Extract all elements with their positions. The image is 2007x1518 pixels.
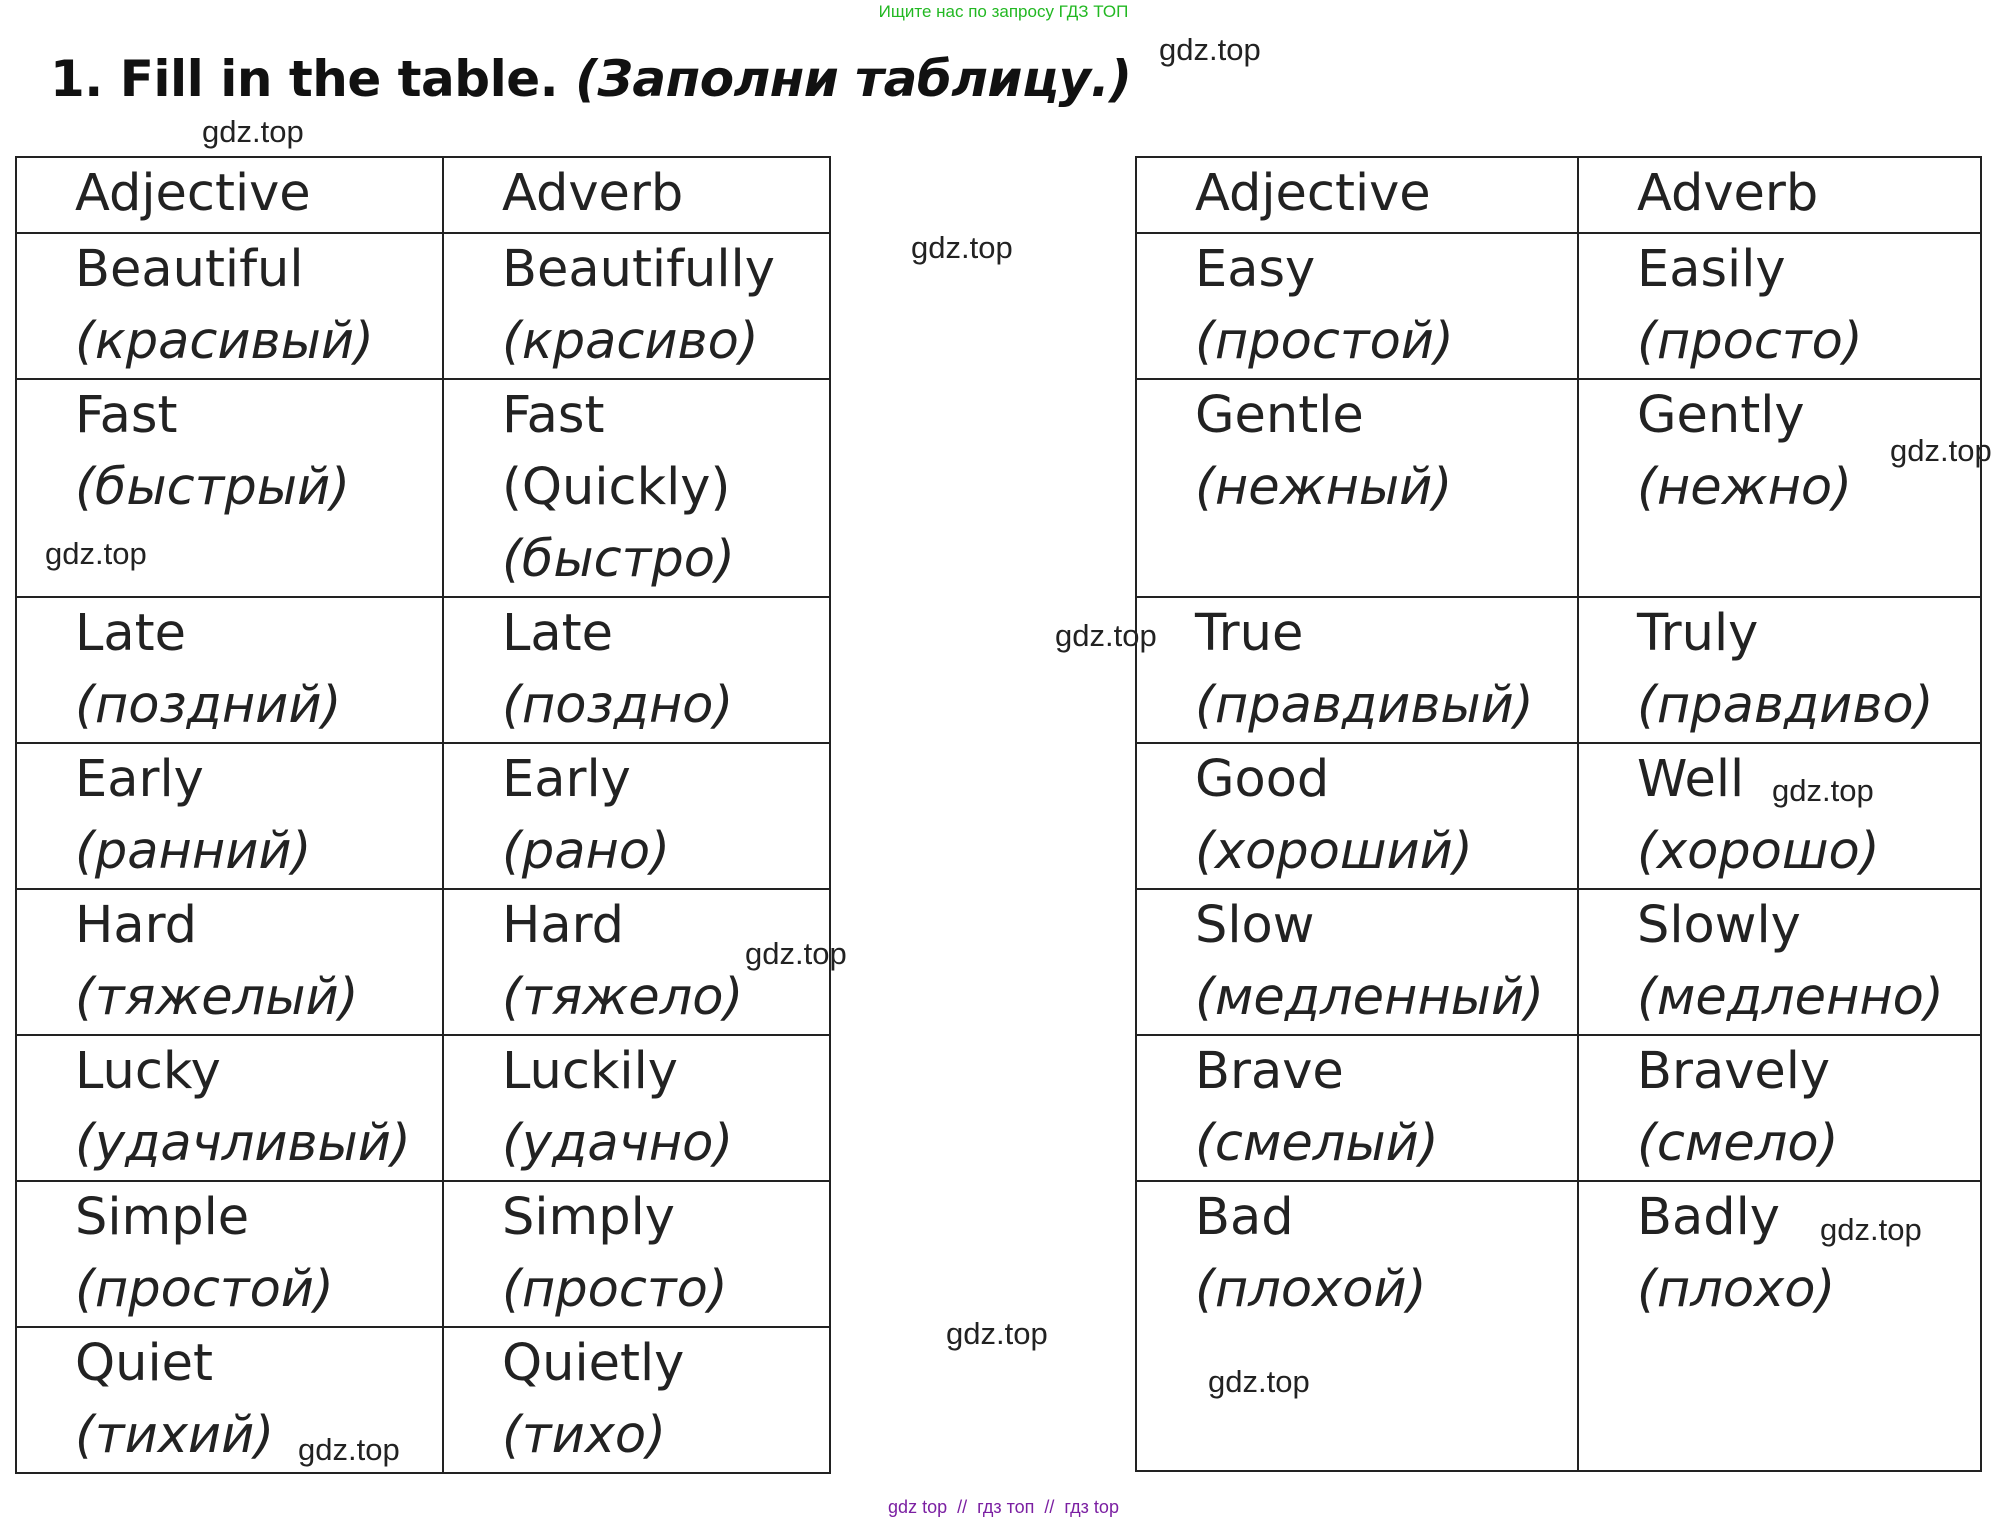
adjective-translation: (плохой): [1195, 1260, 1427, 1319]
exercise-number: 1.: [50, 50, 103, 108]
adjective-translation: (простой): [75, 1260, 334, 1319]
adjective-translation: (поздний): [75, 676, 342, 735]
adverb-translation: (просто): [502, 1260, 728, 1319]
adverb-word: Truly: [1637, 604, 1759, 663]
table-row: [1136, 889, 1981, 1035]
adverb-cell: [1578, 233, 1981, 379]
adverb-alternative: (Quickly): [502, 458, 731, 517]
table-row: [16, 1181, 830, 1327]
adjective-word: Hard: [75, 896, 198, 955]
adjective-cell: [16, 743, 443, 889]
adjective-cell: [1136, 233, 1578, 379]
adverb-cell: [443, 379, 830, 597]
column-header-adverb: Adverb: [1578, 157, 1981, 233]
adverb-cell: [443, 1035, 830, 1181]
adjective-cell: [1136, 743, 1578, 889]
adjective-word: Simple: [75, 1188, 250, 1247]
table-row: [16, 233, 830, 379]
adjective-cell: [1136, 597, 1578, 743]
adverb-translation: (рано): [502, 822, 670, 881]
title-russian: (Заполни таблицу.): [575, 50, 1132, 108]
adjective-cell: [16, 889, 443, 1035]
table-header-row: [16, 157, 830, 233]
top-banner: Ищите нас по запросу ГДЗ ТОП: [878, 2, 1129, 21]
adjective-translation: (ранний): [75, 822, 312, 881]
column-header-adjective: Adjective: [16, 157, 443, 233]
adverb-cell: [443, 1327, 830, 1473]
adverb-translation: (медленно): [1637, 968, 1944, 1027]
adverb-translation: (тихо): [502, 1406, 667, 1465]
table-row: [1136, 233, 1981, 379]
table-row: [1136, 1035, 1981, 1181]
adjective-cell: [16, 1035, 443, 1181]
adverb-translation: (удачно): [502, 1114, 734, 1173]
footer-links: gdz top // гдз топ // гдз top: [888, 1497, 1119, 1517]
adverb-cell: [1578, 1035, 1981, 1181]
adjective-word: Bad: [1195, 1188, 1294, 1247]
adjective-translation: (красивый): [75, 312, 374, 371]
adverb-word: Quietly: [502, 1334, 685, 1393]
watermark: gdz.top: [946, 1316, 1048, 1351]
table-row: [16, 1035, 830, 1181]
table-row: [16, 1327, 830, 1473]
adjective-word: Beautiful: [75, 240, 304, 299]
adverb-word: Badly: [1637, 1188, 1780, 1247]
adjective-translation: (нежный): [1195, 458, 1453, 517]
adverb-translation: (тяжело): [502, 968, 744, 1027]
adjective-cell: [16, 1181, 443, 1327]
watermark: gdz.top: [745, 936, 847, 971]
watermark: gdz.top: [1890, 433, 1992, 468]
adverb-translation: (нежно): [1637, 458, 1853, 517]
adverb-translation: (смело): [1637, 1114, 1839, 1173]
adjective-translation: (тихий): [75, 1406, 275, 1465]
adverb-cell: [443, 1181, 830, 1327]
adjective-translation: (медленный): [1195, 968, 1544, 1027]
adjective-translation: (правдивый): [1195, 676, 1534, 735]
adverb-translation: (поздно): [502, 676, 734, 735]
adjective-translation: (хороший): [1195, 822, 1473, 881]
adjective-cell: [1136, 379, 1578, 597]
adverb-translation: (плохо): [1637, 1260, 1836, 1319]
adverb-word: Luckily: [502, 1042, 678, 1101]
adjective-cell: [1136, 1181, 1578, 1471]
adjective-translation: (удачливый): [75, 1114, 411, 1173]
adjective-cell: [1136, 889, 1578, 1035]
adjective-word: Gentle: [1195, 386, 1364, 445]
adverb-word: Fast: [502, 386, 605, 445]
adverb-translation: (красиво): [502, 312, 759, 371]
adjective-word: Early: [75, 750, 204, 809]
table-row: [16, 743, 830, 889]
right-vocab-table: [1135, 156, 1982, 1472]
watermark: gdz.top: [1055, 618, 1157, 653]
table-row: [16, 889, 830, 1035]
exercise-title: [50, 50, 1131, 108]
adjective-word: Lucky: [75, 1042, 221, 1101]
watermark: gdz.top: [1820, 1212, 1922, 1247]
left-vocab-table: [15, 156, 831, 1474]
table-row: [16, 597, 830, 743]
watermark: gdz.top: [298, 1432, 400, 1467]
adjective-translation: (быстрый): [75, 458, 351, 517]
adjective-word: Fast: [75, 386, 178, 445]
adjective-word: Easy: [1195, 240, 1316, 299]
adverb-translation: (быстро): [502, 530, 735, 589]
adverb-word: Hard: [502, 896, 625, 955]
watermark: gdz.top: [202, 114, 304, 149]
adverb-word: Simply: [502, 1188, 675, 1247]
table-row: [1136, 597, 1981, 743]
adverb-cell: [443, 597, 830, 743]
watermark: gdz.top: [1208, 1364, 1310, 1399]
adverb-cell: [1578, 597, 1981, 743]
adverb-cell: [1578, 379, 1981, 597]
watermark: gdz.top: [1772, 773, 1874, 808]
adverb-translation: (просто): [1637, 312, 1863, 371]
adjective-word: Late: [75, 604, 187, 663]
table-row: [1136, 379, 1981, 597]
adverb-word: Easily: [1637, 240, 1786, 299]
adverb-word: Late: [502, 604, 614, 663]
watermark: gdz.top: [911, 230, 1013, 265]
adverb-word: Slowly: [1637, 896, 1801, 955]
adjective-translation: (простой): [1195, 312, 1454, 371]
title-english: Fill in the table.: [119, 50, 559, 108]
adjective-cell: [16, 597, 443, 743]
adverb-word: Early: [502, 750, 631, 809]
adjective-word: True: [1195, 604, 1304, 663]
adjective-word: Good: [1195, 750, 1330, 809]
adjective-word: Brave: [1195, 1042, 1344, 1101]
adjective-cell: [16, 233, 443, 379]
adjective-translation: (смелый): [1195, 1114, 1439, 1173]
adjective-translation: (тяжелый): [75, 968, 359, 1027]
adverb-cell: [1578, 889, 1981, 1035]
column-header-adjective: Adjective: [1136, 157, 1578, 233]
column-header-adverb: Adverb: [443, 157, 830, 233]
adjective-word: Slow: [1195, 896, 1315, 955]
adverb-cell: [443, 233, 830, 379]
adjective-cell: [1136, 1035, 1578, 1181]
adverb-cell: [443, 743, 830, 889]
adverb-word: Well: [1637, 750, 1745, 809]
adverb-word: Beautifully: [502, 240, 775, 299]
adverb-translation: (правдиво): [1637, 676, 1934, 735]
adverb-cell: [1578, 743, 1981, 889]
table-header-row: [1136, 157, 1981, 233]
watermark: gdz.top: [1159, 32, 1261, 67]
watermark: gdz.top: [45, 536, 147, 571]
adjective-word: Quiet: [75, 1334, 214, 1393]
adverb-word: Bravely: [1637, 1042, 1831, 1101]
adverb-word: Gently: [1637, 386, 1805, 445]
table-row: [1136, 743, 1981, 889]
adverb-translation: (хорошо): [1637, 822, 1880, 881]
